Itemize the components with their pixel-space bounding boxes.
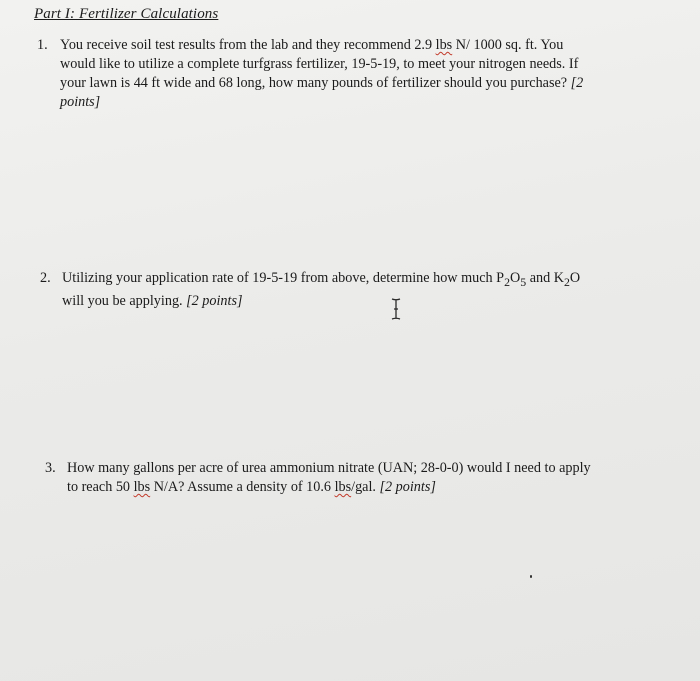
question-text bbox=[62, 269, 662, 311]
points-label: [2 bbox=[570, 75, 584, 91]
question-line: You receive soil test results from the lab and they recommend 2.9 lbs N/ 1000 sq. ft. You bbox=[60, 37, 564, 53]
question-number: 2. bbox=[40, 270, 51, 286]
points-label: [2 points] bbox=[379, 479, 436, 495]
question-text bbox=[60, 36, 660, 112]
points-label: points] bbox=[60, 94, 101, 110]
question-number: 1. bbox=[37, 37, 48, 53]
question-number: 3. bbox=[45, 460, 56, 476]
subscript: 2 bbox=[504, 274, 510, 289]
question-line: Utilizing your application rate of 19-5-19 from above, determine how much $P_2O_5$ and $K_2O$ bbox=[62, 270, 581, 289]
question-line: to reach 50 lbs N/A? Assume a density of 10.6 lbs/gal. [2 points] bbox=[67, 479, 436, 495]
question-text bbox=[67, 459, 667, 497]
subscript: 2 bbox=[563, 274, 570, 289]
text-cursor-icon bbox=[390, 298, 402, 320]
spellcheck-word: lbs bbox=[133, 479, 151, 495]
question-line: will you be applying. [2 points] bbox=[62, 292, 243, 309]
question-line: would like to utilize a complete turfgrass fertilizer, 19-5-19, to meet your nitrogen needs. If bbox=[60, 56, 579, 72]
subscript: 5 bbox=[520, 274, 527, 289]
question-line: How many gallons per acre of urea ammonium nitrate (UAN; 28-0-0) would I need to apply bbox=[67, 460, 591, 476]
spellcheck-word: lbs bbox=[435, 37, 453, 53]
spellcheck-word: lbs bbox=[334, 479, 352, 495]
points-label: [2 points] bbox=[186, 292, 243, 309]
question-line: your lawn is 44 ft wide and 68 long, how many pounds of fertilizer should you purchase? [2 bbox=[60, 75, 584, 91]
stray-mark bbox=[530, 575, 532, 578]
section-heading: Part I: Fertilizer Calculations bbox=[34, 6, 219, 22]
